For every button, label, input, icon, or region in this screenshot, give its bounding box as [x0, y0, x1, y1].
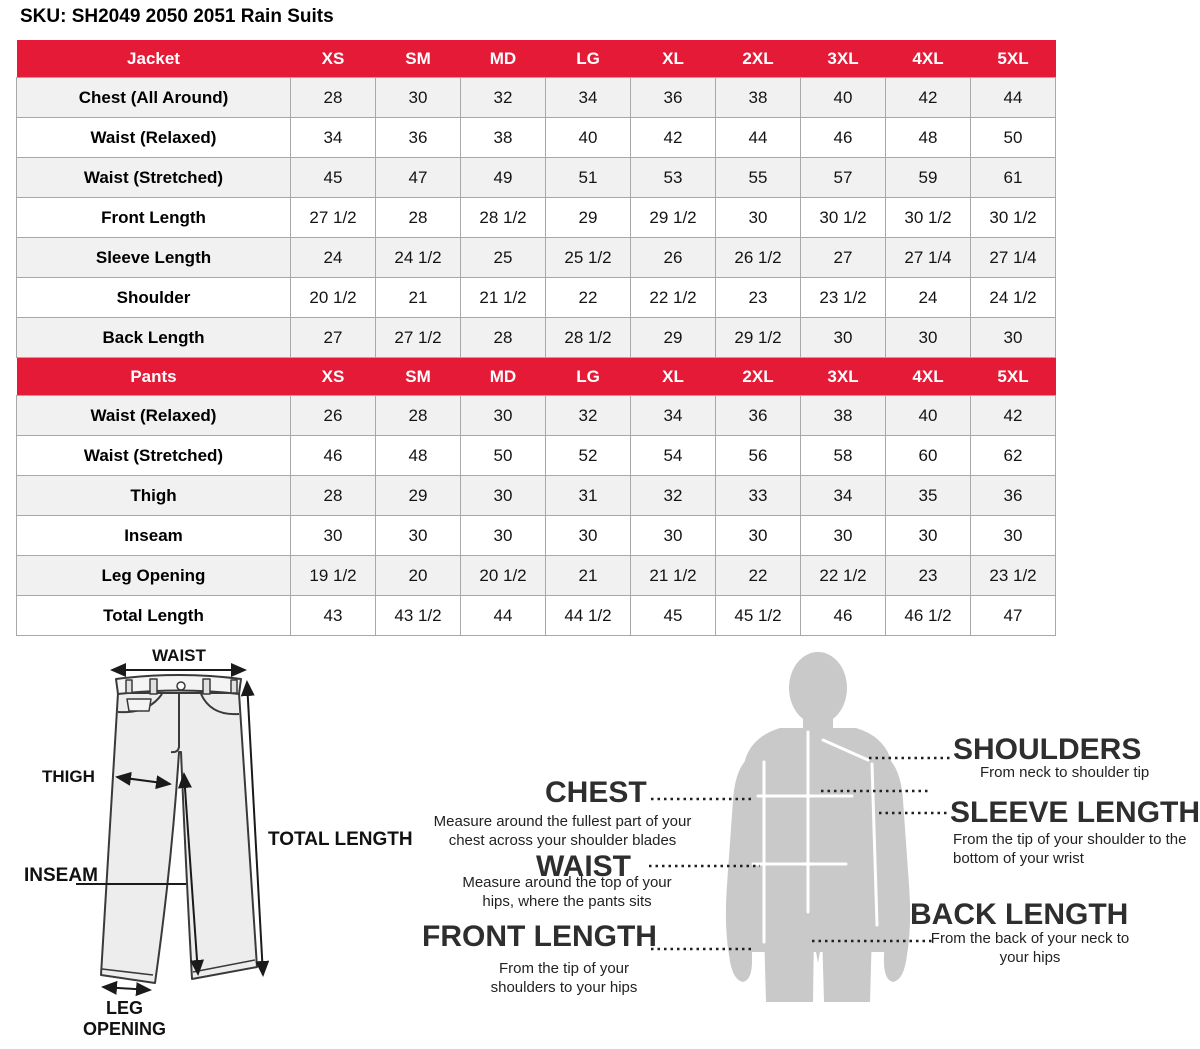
chest-guide-desc: Measure around the fullest part of your chest across your shoulder blades [433, 813, 692, 849]
measurement-value-cell: 48 [376, 436, 461, 476]
measurement-value-cell: 48 [886, 118, 971, 158]
measurement-value-cell: 44 1/2 [546, 596, 631, 636]
measurement-value-cell: 28 [461, 318, 546, 358]
size-column-header: SM [376, 40, 461, 78]
measurement-value-cell: 27 1/4 [886, 238, 971, 278]
measurement-value-cell: 61 [971, 158, 1056, 198]
measurement-value-cell: 32 [631, 476, 716, 516]
measurement-value-cell: 28 [376, 396, 461, 436]
measurement-value-cell: 29 1/2 [631, 198, 716, 238]
measurement-value-cell: 30 [801, 516, 886, 556]
chest-guide-label: CHEST [545, 776, 647, 809]
size-column-header: 3XL [801, 40, 886, 78]
jacket-section-header: Jacket [17, 40, 291, 78]
measurement-value-cell: 28 [376, 198, 461, 238]
pants-section-header: Pants [17, 358, 291, 396]
measurement-row-label: Waist (Relaxed) [17, 396, 291, 436]
measurement-value-cell: 46 1/2 [886, 596, 971, 636]
size-column-header: MD [461, 40, 546, 78]
measurement-value-cell: 30 [971, 516, 1056, 556]
measurement-row-label: Shoulder [17, 278, 291, 318]
measurement-value-cell: 22 [716, 556, 801, 596]
measurement-value-cell: 45 1/2 [716, 596, 801, 636]
pants-illustration [101, 675, 257, 983]
measurement-value-cell: 20 1/2 [291, 278, 376, 318]
measurement-value-cell: 32 [461, 78, 546, 118]
measurement-value-cell: 28 [291, 78, 376, 118]
measurement-value-cell: 57 [801, 158, 886, 198]
measurement-value-cell: 36 [716, 396, 801, 436]
size-column-header: 4XL [886, 40, 971, 78]
measurement-row-label: Back Length [17, 318, 291, 358]
measurement-value-cell: 29 [546, 198, 631, 238]
measurement-value-cell: 54 [631, 436, 716, 476]
measurement-value-cell: 52 [546, 436, 631, 476]
measurement-value-cell: 32 [546, 396, 631, 436]
measurement-value-cell: 22 1/2 [631, 278, 716, 318]
measurement-value-cell: 30 [971, 318, 1056, 358]
measurement-row-label: Waist (Relaxed) [17, 118, 291, 158]
measurement-value-cell: 20 [376, 556, 461, 596]
measurement-value-cell: 50 [971, 118, 1056, 158]
measurement-value-cell: 30 [461, 476, 546, 516]
measurement-row-label: Front Length [17, 198, 291, 238]
measurement-value-cell: 42 [886, 78, 971, 118]
measurement-value-cell: 21 1/2 [461, 278, 546, 318]
measurement-value-cell: 30 [291, 516, 376, 556]
measurement-value-cell: 28 1/2 [461, 198, 546, 238]
measurement-value-cell: 26 1/2 [716, 238, 801, 278]
measurement-value-cell: 34 [546, 78, 631, 118]
back-length-guide-desc: From the back of your neck to your hips [930, 930, 1130, 966]
measurement-value-cell: 44 [716, 118, 801, 158]
size-column-header: MD [461, 358, 546, 396]
size-column-header: SM [376, 358, 461, 396]
waist-guide-desc: Measure around the top of your hips, where the pants sits [462, 874, 672, 910]
measurement-value-cell: 25 [461, 238, 546, 278]
shoulders-guide-label: SHOULDERS [953, 733, 1142, 766]
measurement-value-cell: 26 [631, 238, 716, 278]
measurement-value-cell: 28 [291, 476, 376, 516]
measurement-value-cell: 40 [801, 78, 886, 118]
measurement-value-cell: 34 [631, 396, 716, 436]
measurement-row-label: Thigh [17, 476, 291, 516]
measurement-value-cell: 58 [801, 436, 886, 476]
size-column-header: 5XL [971, 40, 1056, 78]
pants-leg-opening-label: LEG OPENING [82, 998, 166, 1039]
measurement-value-cell: 34 [801, 476, 886, 516]
measurement-value-cell: 46 [801, 118, 886, 158]
measurement-value-cell: 34 [291, 118, 376, 158]
measurement-value-cell: 29 [376, 476, 461, 516]
measurement-value-cell: 43 1/2 [376, 596, 461, 636]
measurement-value-cell: 30 1/2 [886, 198, 971, 238]
measurement-value-cell: 38 [716, 78, 801, 118]
measurement-value-cell: 27 1/4 [971, 238, 1056, 278]
measurement-value-cell: 30 [376, 78, 461, 118]
measurement-value-cell: 33 [716, 476, 801, 516]
pants-waist-label: WAIST [152, 646, 206, 665]
measurement-value-cell: 30 [716, 198, 801, 238]
measurement-row-label: Leg Opening [17, 556, 291, 596]
measurement-value-cell: 21 [376, 278, 461, 318]
shoulders-guide-desc: From neck to shoulder tip [980, 764, 1150, 781]
measurement-row-label: Sleeve Length [17, 238, 291, 278]
measurement-value-cell: 50 [461, 436, 546, 476]
measurement-value-cell: 19 1/2 [291, 556, 376, 596]
pants-thigh-label: THIGH [42, 767, 95, 786]
measurement-value-cell: 21 1/2 [631, 556, 716, 596]
pants-inseam-label: INSEAM [24, 865, 98, 886]
size-column-header: XS [291, 358, 376, 396]
waist-guide-label: WAIST [536, 850, 631, 883]
measurement-value-cell: 46 [801, 596, 886, 636]
measurement-value-cell: 44 [461, 596, 546, 636]
measurement-value-cell: 30 [546, 516, 631, 556]
measurement-value-cell: 59 [886, 158, 971, 198]
measurement-value-cell: 23 [886, 556, 971, 596]
front-length-guide-desc: From the tip of your shoulders to your hips [490, 960, 638, 996]
measurement-row-label: Chest (All Around) [17, 78, 291, 118]
measurement-value-cell: 38 [801, 396, 886, 436]
measurement-value-cell: 20 1/2 [461, 556, 546, 596]
measurement-value-cell: 42 [631, 118, 716, 158]
size-column-header: 5XL [971, 358, 1056, 396]
measurement-value-cell: 22 [546, 278, 631, 318]
size-column-header: 3XL [801, 358, 886, 396]
measurement-value-cell: 30 [886, 318, 971, 358]
measurement-value-cell: 56 [716, 436, 801, 476]
body-silhouette [726, 652, 910, 1002]
back-length-guide-label: BACK LENGTH [910, 898, 1129, 931]
measurement-value-cell: 55 [716, 158, 801, 198]
front-length-guide-label: FRONT LENGTH [422, 920, 657, 953]
measurement-value-cell: 27 1/2 [291, 198, 376, 238]
measurement-value-cell: 36 [971, 476, 1056, 516]
measurement-value-cell: 29 1/2 [716, 318, 801, 358]
measurement-row-label: Inseam [17, 516, 291, 556]
measurement-value-cell: 24 [886, 278, 971, 318]
measurement-value-cell: 21 [546, 556, 631, 596]
measurement-value-cell: 47 [376, 158, 461, 198]
measurement-value-cell: 36 [376, 118, 461, 158]
measurement-value-cell: 30 1/2 [801, 198, 886, 238]
measurement-value-cell: 24 1/2 [376, 238, 461, 278]
measurement-value-cell: 40 [886, 396, 971, 436]
measurement-value-cell: 45 [291, 158, 376, 198]
measurement-value-cell: 23 1/2 [971, 556, 1056, 596]
measurement-value-cell: 24 1/2 [971, 278, 1056, 318]
sleeve-length-guide-label: SLEEVE LENGTH [950, 796, 1200, 829]
size-column-header: 2XL [716, 40, 801, 78]
size-column-header: LG [546, 40, 631, 78]
size-column-header: 4XL [886, 358, 971, 396]
measurement-value-cell: 46 [291, 436, 376, 476]
measurement-value-cell: 53 [631, 158, 716, 198]
measurement-value-cell: 23 [716, 278, 801, 318]
measurement-value-cell: 24 [291, 238, 376, 278]
measurement-value-cell: 60 [886, 436, 971, 476]
measurement-row-label: Waist (Stretched) [17, 436, 291, 476]
measurement-value-cell: 27 [801, 238, 886, 278]
size-column-header: XS [291, 40, 376, 78]
measurement-row-label: Waist (Stretched) [17, 158, 291, 198]
measurement-value-cell: 42 [971, 396, 1056, 436]
measurement-value-cell: 23 1/2 [801, 278, 886, 318]
page-title: SKU: SH2049 2050 2051 Rain Suits [20, 6, 334, 27]
measurement-value-cell: 30 [886, 516, 971, 556]
size-column-header: 2XL [716, 358, 801, 396]
measurement-value-cell: 38 [461, 118, 546, 158]
measurement-value-cell: 30 [716, 516, 801, 556]
measurement-value-cell: 45 [631, 596, 716, 636]
measurement-value-cell: 30 [376, 516, 461, 556]
sleeve-length-guide-desc: From the tip of your shoulder to the bottom of your wrist [953, 831, 1187, 867]
measurement-value-cell: 22 1/2 [801, 556, 886, 596]
measurement-value-cell: 40 [546, 118, 631, 158]
measurement-value-cell: 51 [546, 158, 631, 198]
measurement-value-cell: 30 [461, 396, 546, 436]
measurement-value-cell: 28 1/2 [546, 318, 631, 358]
measurement-value-cell: 30 [461, 516, 546, 556]
measurement-value-cell: 49 [461, 158, 546, 198]
measurement-row-label: Total Length [17, 596, 291, 636]
measurement-value-cell: 62 [971, 436, 1056, 476]
measurement-value-cell: 43 [291, 596, 376, 636]
measurement-value-cell: 36 [631, 78, 716, 118]
measurement-value-cell: 29 [631, 318, 716, 358]
measurement-value-cell: 35 [886, 476, 971, 516]
measurement-value-cell: 30 1/2 [971, 198, 1056, 238]
measurement-value-cell: 44 [971, 78, 1056, 118]
pants-total-length-label: TOTAL LENGTH [268, 829, 413, 850]
measurement-value-cell: 30 [631, 516, 716, 556]
measurement-value-cell: 47 [971, 596, 1056, 636]
measurement-value-cell: 30 [801, 318, 886, 358]
measurement-value-cell: 26 [291, 396, 376, 436]
measurement-value-cell: 27 [291, 318, 376, 358]
size-column-header: XL [631, 40, 716, 78]
size-column-header: XL [631, 358, 716, 396]
size-column-header: LG [546, 358, 631, 396]
measurement-value-cell: 27 1/2 [376, 318, 461, 358]
measurement-value-cell: 25 1/2 [546, 238, 631, 278]
measurement-value-cell: 31 [546, 476, 631, 516]
